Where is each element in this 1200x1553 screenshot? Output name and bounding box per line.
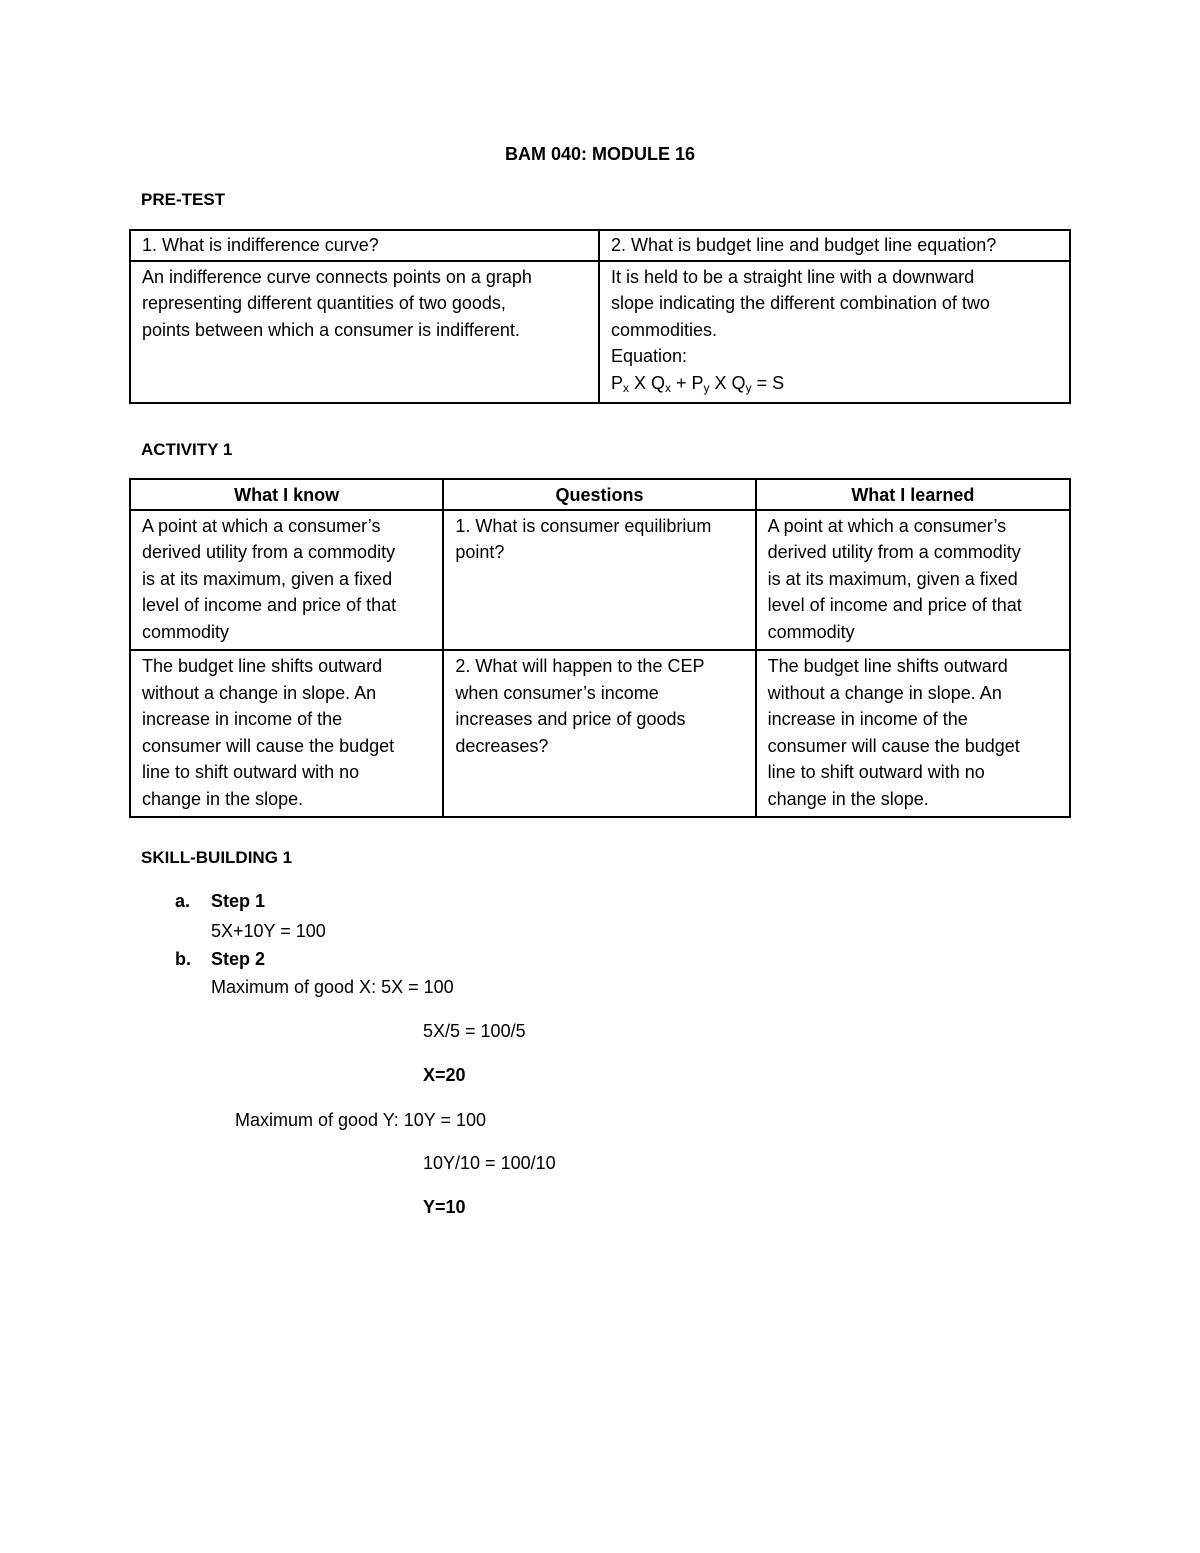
- eq-part: = S: [751, 372, 785, 393]
- x-result: X=20: [423, 1065, 466, 1085]
- step-b: [175, 949, 265, 970]
- cell-line: decreases?: [455, 735, 549, 756]
- learned-cell: [756, 650, 1070, 817]
- pretest-table: [129, 229, 1071, 404]
- cell-line: A point at which a consumer’s: [142, 515, 381, 536]
- know-cell: [130, 510, 443, 651]
- cell-line: increase in income of the: [142, 709, 343, 729]
- eq-part: + P: [671, 372, 704, 393]
- pretest-answer-2-line: It is held to be a straight line with a downward: [610, 266, 975, 287]
- know-cell: [130, 650, 443, 817]
- max-x-equation: Maximum of good X: 5X = 100: [211, 977, 454, 997]
- pretest-question-2: 2. What is budget line and budget line equation?: [599, 230, 1070, 261]
- cell-line: when consumer’s income: [455, 682, 659, 703]
- col-header-know: What I know: [130, 479, 443, 510]
- cell-line: level of income and price of that: [767, 595, 1022, 615]
- cell-line: without a change in slope. An: [767, 682, 1002, 703]
- step-a: [175, 891, 265, 912]
- cell-line: consumer will cause the budget: [142, 735, 395, 756]
- eq-part: X Q: [629, 372, 666, 393]
- pretest-answer-2-line: commodities.: [610, 319, 718, 340]
- eq-subscript: y: [745, 380, 752, 395]
- cell-line: without a change in slope. An: [142, 682, 377, 703]
- cell-line: level of income and price of that: [142, 595, 397, 615]
- x-division: 5X/5 = 100/5: [423, 1021, 526, 1041]
- col-header-learned: What I learned: [756, 479, 1070, 510]
- pretest-heading: PRE-TEST: [141, 190, 226, 209]
- cell-line: The budget line shifts outward: [767, 656, 1008, 676]
- activity-table: [129, 478, 1071, 818]
- pretest-answer-1: [130, 261, 599, 404]
- budget-line-equation: [611, 370, 1058, 399]
- cell-line: increases and price of goods: [455, 709, 686, 729]
- cell-line: line to shift outward with no: [142, 762, 360, 782]
- y-result: Y=10: [423, 1197, 466, 1217]
- pretest-answer-2: [599, 261, 1070, 404]
- pretest-answer-2-line: Equation:: [610, 346, 688, 366]
- table-row: [130, 510, 1070, 651]
- cell-line: 1. What is consumer equilibrium: [455, 515, 712, 536]
- cell-line: change in the slope.: [767, 788, 929, 809]
- cell-line: consumer will cause the budget: [767, 735, 1020, 756]
- max-y-equation: Maximum of good Y: 10Y = 100: [235, 1110, 486, 1130]
- cell-line: A point at which a consumer’s: [767, 515, 1007, 536]
- eq-part: P: [610, 372, 623, 393]
- cell-line: change in the slope.: [142, 788, 304, 809]
- learned-cell: [756, 510, 1070, 651]
- eq-subscript: x: [665, 380, 672, 395]
- cell-line: derived utility from a commodity: [142, 542, 396, 562]
- cell-line: line to shift outward with no: [767, 762, 985, 782]
- question-cell: [443, 510, 755, 651]
- skill-heading: SKILL-BUILDING 1: [141, 848, 293, 867]
- cell-line: point?: [455, 542, 505, 562]
- col-header-questions: Questions: [443, 479, 755, 510]
- y-division: 10Y/10 = 100/10: [423, 1153, 556, 1173]
- table-row: [130, 650, 1070, 817]
- activity-heading: ACTIVITY 1: [141, 440, 233, 459]
- cell-line: 2. What will happen to the CEP: [455, 656, 705, 676]
- pretest-answer-1-line: representing different quantities of two goods,: [142, 293, 506, 313]
- step-a-label: Step 1: [211, 891, 266, 911]
- pretest-answer-2-line: slope indicating the different combination of two: [610, 293, 990, 313]
- step-b-marker: b.: [175, 949, 191, 969]
- cell-line: derived utility from a commodity: [767, 542, 1021, 562]
- pretest-question-1: 1. What is indifference curve?: [130, 230, 599, 261]
- cell-line: commodity: [767, 621, 855, 642]
- pretest-answer-1-line: An indifference curve connects points on a graph: [142, 266, 532, 287]
- document-title: BAM 040: MODULE 16: [504, 144, 696, 164]
- step-b-label: Step 2: [211, 949, 266, 969]
- pretest-answer-1-line: points between which a consumer is indifferent.: [142, 319, 520, 340]
- eq-subscript: y: [703, 380, 710, 395]
- step-a-marker: a.: [175, 891, 191, 911]
- cell-line: is at its maximum, given a fixed: [142, 568, 393, 589]
- cell-line: commodity: [142, 621, 230, 642]
- cell-line: increase in income of the: [767, 709, 968, 729]
- question-cell: [443, 650, 755, 817]
- eq-subscript: x: [623, 380, 629, 395]
- step-a-equation: 5X+10Y = 100: [211, 921, 326, 941]
- cell-line: The budget line shifts outward: [142, 656, 383, 676]
- eq-part: X Q: [709, 372, 746, 393]
- cell-line: is at its maximum, given a fixed: [767, 568, 1018, 589]
